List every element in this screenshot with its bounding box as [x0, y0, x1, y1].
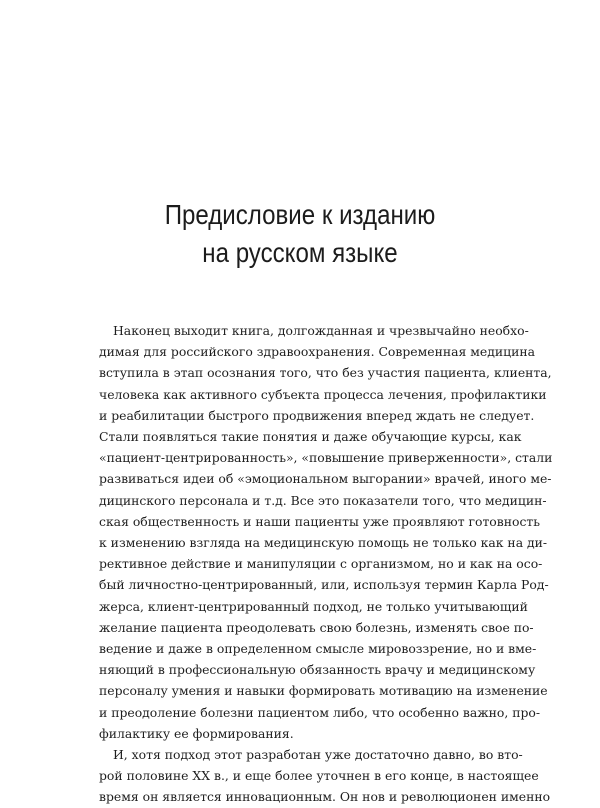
- text-line: «пациент-центрированность», «повышение приверженности», стали: [99, 450, 553, 466]
- text-line: димая для российского здравоохранения. Современная медицина: [99, 344, 535, 360]
- paragraph-2: [99, 744, 551, 808]
- text-line: и реабилитации быстрого продвижения вперед ждать не следует.: [99, 407, 535, 423]
- text-line: желание пациента преодолевать свою болезнь, изменять свое по-: [99, 619, 534, 635]
- text-line: вступила в этап осознания того, что без участия пациента, клиента,: [99, 365, 552, 381]
- text-line: дицинского персонала и т.д. Все это показатели того, что медицин-: [99, 492, 547, 508]
- body-text: [99, 320, 553, 808]
- text-line: и преодоление болезни пациентом либо, что особенно важно, про-: [99, 704, 541, 720]
- paragraph-1: [99, 320, 553, 744]
- text-line: бый личностно-центрированный, или, используя термин Карла Род-: [99, 577, 549, 593]
- text-line: няющий в профессиональную обязанность врачу и медицинскому: [99, 662, 536, 678]
- text-line: человека как активного субъекта процесса лечения, профилактики: [99, 386, 547, 402]
- text-line: филактику ее формирования.: [99, 725, 294, 741]
- text-line: рективное действие и манипуляции с организмом, но и как на осо-: [99, 556, 543, 572]
- text-line: И, хотя подход этот разработан уже достаточно давно, во вто-: [113, 747, 523, 763]
- text-line: время он является инновационным. Он нов и революционен именно: [99, 789, 551, 805]
- text-line: к изменению взгляда на медицинскую помощь не только как на ди-: [99, 535, 548, 551]
- text-line: жерса, клиент-центрированный подход, не только учитывающий: [99, 598, 528, 614]
- text-line: персоналу умения и навыки формировать мотивацию на изменение: [99, 683, 548, 699]
- text-line: ведение и даже в определенном смысле мировоззрение, но и вме-: [99, 641, 537, 657]
- text-line: Стали появляться такие понятия и даже обучающие курсы, как: [99, 429, 522, 445]
- text-line: Наконец выходит книга, долгожданная и чрезвычайно необхо-: [113, 323, 529, 338]
- chapter-title-line-2: на русском языке: [202, 237, 398, 268]
- chapter-title-line-1: Предисловие к изданию: [164, 199, 436, 230]
- chapter-title: [42, 196, 558, 272]
- text-line: ская общественность и наши пациенты уже проявляют готовность: [99, 513, 541, 529]
- text-line: рой половине XX в., и еще более уточнен в его конце, в настоящее: [99, 768, 539, 784]
- text-line: развиваться идеи об «эмоциональном выгорании» врачей, иного ме-: [99, 471, 552, 487]
